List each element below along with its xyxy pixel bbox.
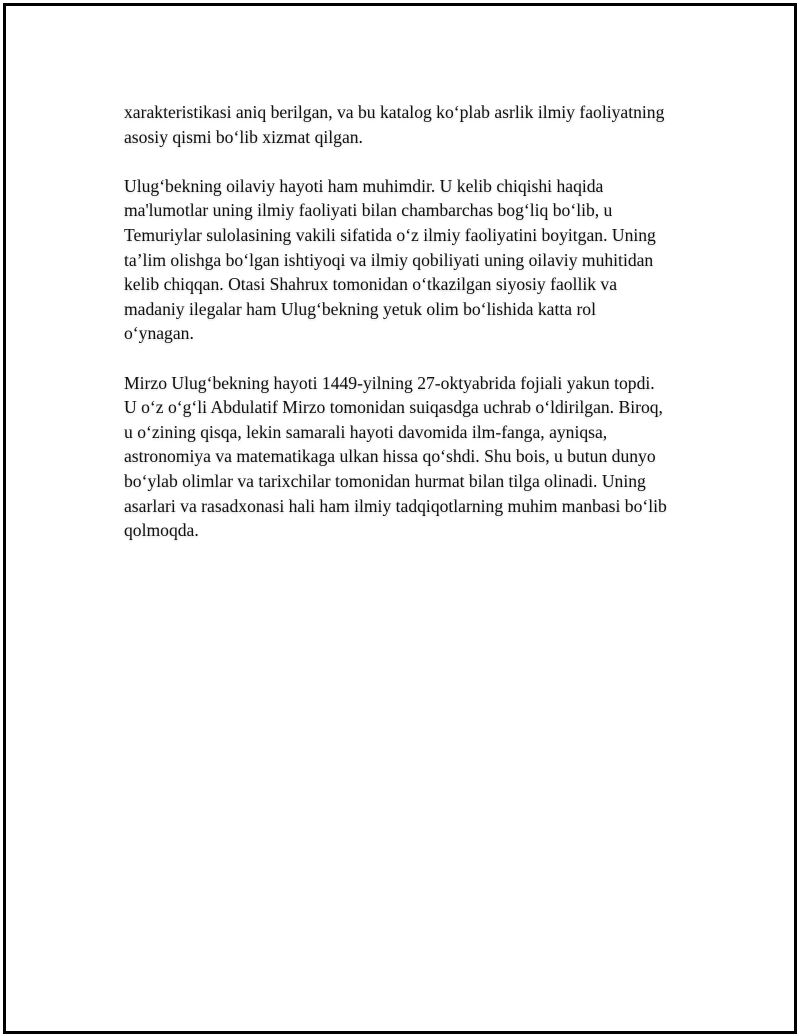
text-line: kelib chiqqan. Otasi Shahrux tomonidan oʻtkazilgan siyosiy faollik va: [124, 274, 618, 295]
text-line: asosiy qismi boʻlib xizmat qilgan.: [124, 126, 363, 147]
text-line: asarlari va rasadxonasi hali ham ilmiy tadqiqotlarning muhim manbasi boʻlib: [124, 495, 667, 516]
text-line: qolmoqda.: [124, 520, 199, 541]
text-line: u oʻzining qisqa, lekin samarali hayoti davomida ilm-fanga, ayniqsa,: [124, 421, 608, 442]
text-line: boʻylab olimlar va tarixchilar tomonidan hurmat bilan tilga olinadi. Uning: [124, 470, 646, 491]
text-line: oʻynagan.: [124, 323, 194, 344]
text-line: ta’lim olishga boʻlgan ishtiyoqi va ilmiy qobiliyati uning oilaviy muhitidan: [124, 249, 654, 270]
text-line: ma'lumotlar uning ilmiy faoliyati bilan chambarchas bogʻliq boʻlib, u: [124, 200, 613, 221]
text-line: madaniy ilegalar ham Ulugʻbekning yetuk olim boʻlishida katta rol: [124, 298, 596, 319]
page-frame: [3, 3, 797, 1034]
paragraph-catalog: [124, 100, 704, 149]
text-line: Temuriylar sulolasining vakili sifatida oʻz ilmiy faoliyatini boyitgan. Uning: [124, 224, 656, 245]
paragraph-family-life: [124, 174, 704, 346]
document-body: [124, 100, 704, 567]
text-line: Ulugʻbekning oilaviy hayoti ham muhimdir. U kelib chiqishi haqida: [124, 175, 604, 196]
paragraph-death-legacy: [124, 371, 704, 543]
text-line: astronomiya va matematikaga ulkan hissa qoʻshdi. Shu bois, u butun dunyo: [124, 446, 656, 467]
text-line: xarakteristikasi aniq berilgan, va bu katalog koʻplab asrlik ilmiy faoliyatning: [124, 102, 665, 122]
text-line: U oʻz oʻgʻli Abdulatif Mirzo tomonidan suiqasdga uchrab oʻldirilgan. Biroq,: [124, 397, 663, 418]
text-line: Mirzo Ulugʻbekning hayoti 1449-yilning 27-oktyabrida fojiali yakun topdi.: [124, 372, 655, 393]
